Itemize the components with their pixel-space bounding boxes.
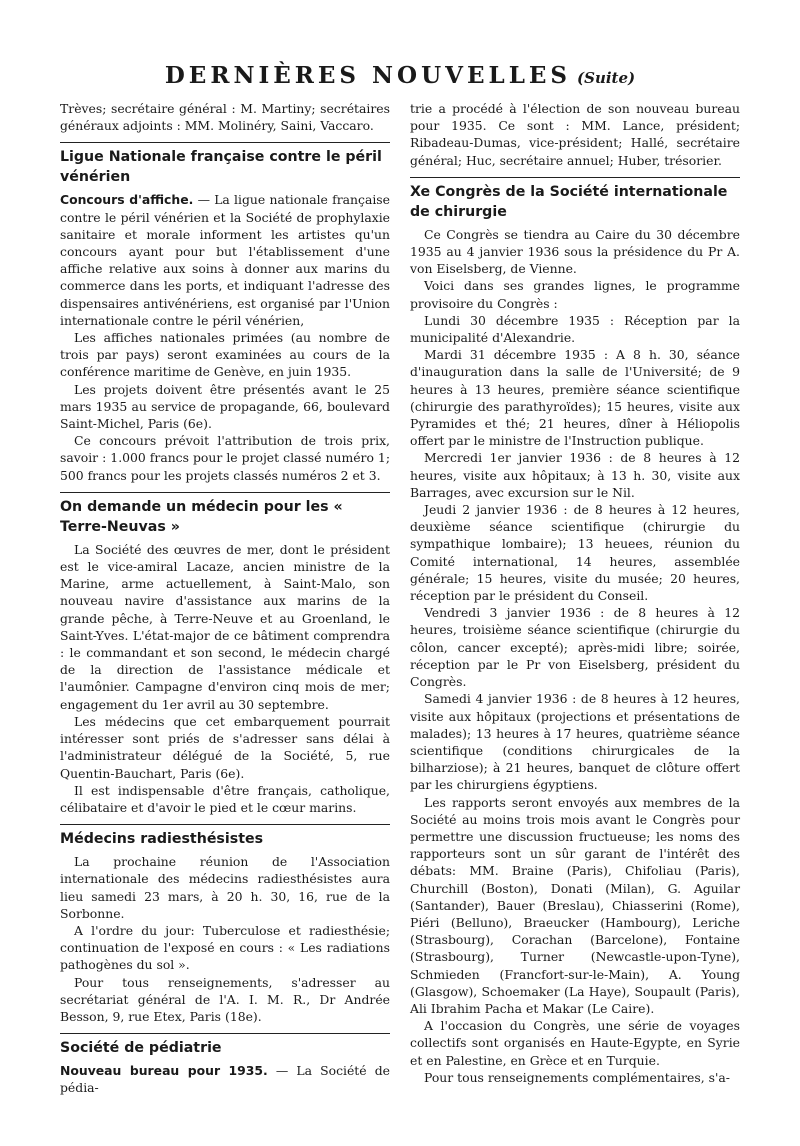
ligue-subhead: Concours d'affiche. (60, 192, 194, 208)
congres-paragraph-10: A l'occasion du Congrès, une série de voyages collectifs sont organisés en Haute-Egypte, en Syrie et en Palestine, en Grèce et en Turquie. (410, 1018, 740, 1068)
page-title: DERNIÈRES NOUVELLES (164, 62, 572, 89)
congres-paragraph-6: Jeudi 2 janvier 1936 : de 8 heures à 12 heures, deuxième séance scientifique (chirurgie du sympathique lombaire); 13 heuees, réunion du Comité international, 14 heures, assemblée générale; 15 heures, visite du musée; 20 heures, réception par le président du Conseil. (410, 502, 740, 604)
ligue-paragraph-2: Les affiches nationales primées (au nombre de trois par pays) seront examinées au cours de la conférence maritime de Genève, en juin 1935. (60, 330, 390, 380)
radiesth-paragraph-1: La prochaine réunion de l'Association internationale des médecins radiesthésistes aura lieu samedi 23 mars, à 20 h. 30, 16, rue de la Sorbonne. (60, 854, 390, 921)
congres-paragraph-2: Voici dans ses grandes lignes, le programme provisoire du Congrès : (410, 278, 740, 311)
section-title-congres: Xe Congrès de la Société internationale de chirurgie (410, 177, 740, 222)
left-column (60, 100, 390, 1097)
intro-paragraph: Trèves; secrétaire général : M. Martiny; secrétaires généraux adjoints : MM. Molinéry, Saini, Vaccaro. (60, 101, 390, 134)
terreneuvas-paragraph-3: Il est indispensable d'être français, catholique, célibataire et d'avoir le pied et le cœur marins. (60, 782, 390, 815)
congres-paragraph-1: Ce Congrès se tiendra au Caire du 30 décembre 1935 au 4 janvier 1936 sous la présidence du Pr A. von Eiselsberg, de Vienne. (410, 226, 740, 277)
ligue-paragraph-4: Ce concours prévoit l'attribution de trois prix, savoir : 1.000 francs pour le projet classé numéro 1; 500 francs pour les projets classés numéros 2 et 3. (60, 433, 390, 483)
radiesth-paragraph-3: Pour tous renseignements, s'adresser au secrétariat général de l'A. I. M. R., Dr Andrée Besson, 9, rue Etex, Paris (18e). (60, 974, 390, 1024)
congres-paragraph-11: Pour tous renseignements complémentaires, s'a- (424, 1069, 730, 1085)
congres-paragraph-4: Mardi 31 décembre 1935 : A 8 h. 30, séance d'inauguration dans la salle de l'Université; de 9 heures à 13 heures, première séance scientifique (chirurgie des parathyroïdes); 15 heures, visite aux Pyramides et thé; 21 heures, dîner à Héliopolis offert par le ministre de l'Instruction publique. (410, 347, 740, 449)
section-title-pediatrie: Société de pédiatrie (60, 1033, 390, 1058)
section-title-terreneuvas: On demande un médecin pour les « Terre-Neuvas » (60, 492, 390, 537)
congres-paragraph-9: Les rapports seront envoyés aux membres de la Société au moins trois mois avant le Congrès pour permettre une discussion fructueuse; les noms des rapporteurs sont un sûr garant de l'intérêt des débats: MM. Braine (Paris), Chifoliau (Paris), Churchill (Boston), Donati (Milan), G. Aguilar (Santander), Bauer (Breslau), Chiasserini (Rome), Piéri (Belluno), Braeucker (Hambourg), Leriche (Strasbourg), Corachan (Barcelone), Fontaine (Strasbourg), Turner (Newcastle-upon-Tyne), Schmieden (Francfort-sur-le-Main), A. Young (Glasgow), Schoemaker (La Haye), Soupault (Paris), Ali Ibrahim Pacha et Makar (Le Caire). (410, 794, 740, 1016)
ligue-paragraph-1: Concours d'affiche. — La ligue nationale française contre le péril vénérien et la Société de prophylaxie sanitaire et morale informent les artistes qu'un concours ayant pour but l'établissement d'une affiche relative aux soins à donner aux marins du commerce dans les ports, et indiquant l'adresse des dispensaires antivénériens, est organisé par l'Union internationale contre le péril vénérien, (60, 192, 390, 328)
congres-paragraph-5: Mercredi 1er janvier 1936 : de 8 heures à 12 heures, visite aux hôpitaux; à 13 h. 30, visite aux Barrages, avec excursion sur le Nil. (410, 450, 740, 500)
pediatrie-paragraph-1: Nouveau bureau pour 1935. — La Société de pédia- (60, 1063, 390, 1096)
page-header (0, 62, 800, 89)
radiesth-paragraph-2: A l'ordre du jour: Tuberculose et radiesthésie; continuation de l'exposé en cours : « Les radiations pathogènes du sol ». (60, 922, 390, 973)
terreneuvas-paragraph-2: Les médecins que cet embarquement pourrait intéresser sont priés de s'adresser sans délai à l'administrateur délégué de la Société, 5, rue Quentin-Bauchart, Paris (6e). (60, 713, 390, 781)
page-title-suite: (Suite) (577, 69, 636, 87)
section-title-radiesthesistes: Médecins radiesthésistes (60, 824, 390, 849)
congres-paragraph-3: Lundi 30 décembre 1935 : Réception par la municipalité d'Alexandrie. (410, 312, 740, 346)
ligue-paragraph-3: Les projets doivent être présentés avant le 25 mars 1935 au service de propagande, 66, boulevard Saint-Michel, Paris (6e). (60, 381, 390, 432)
pediatrie-continuation: trie a procédé à l'élection de son nouveau bureau pour 1935. Ce sont : MM. Lance, président; Ribadeau-Dumas, vice-président; Hallé, secrétaire général; Huc, secrétaire annuel; Huber, trésorier. (410, 101, 740, 168)
section-title-ligue: Ligue Nationale française contre le péril vénérien (60, 142, 390, 187)
congres-paragraph-7: Vendredi 3 janvier 1936 : de 8 heures à 12 heures, troisième séance scientifique (chirurgie du côlon, cancer excepté); après-midi libre; soirée, réception par le Pr von Eiselsberg, président du Congrès. (410, 605, 740, 690)
pediatrie-subhead: Nouveau bureau pour 1935. (60, 1063, 268, 1079)
congres-paragraph-8: Samedi 4 janvier 1936 : de 8 heures à 12 heures, visite aux hôpitaux (projections et présentations de malades); 13 heures à 17 heures, quatrième séance scientifique (conditions chirurgicales de la bilharziose); à 21 heures, banquet de clôture offert par les chirurgiens égyptiens. (410, 691, 740, 793)
right-column (410, 100, 740, 1086)
terreneuvas-paragraph-1: La Société des œuvres de mer, dont le président est le vice-amiral Lacaze, ancien ministre de la Marine, arme actuellement, à Saint-Malo, son nouveau navire d'assistance aux marins de la grande pêche, à Terre-Neuve et au Groenland, le Saint-Yves. L'état-major de ce bâtiment comprendra : le commandant et son second, le médecin chargé de la direction de l'assistance médicale et l'aumônier. Campagne d'environ cinq mois de mer; engagement du 1er avril au 30 septembre. (60, 541, 390, 712)
